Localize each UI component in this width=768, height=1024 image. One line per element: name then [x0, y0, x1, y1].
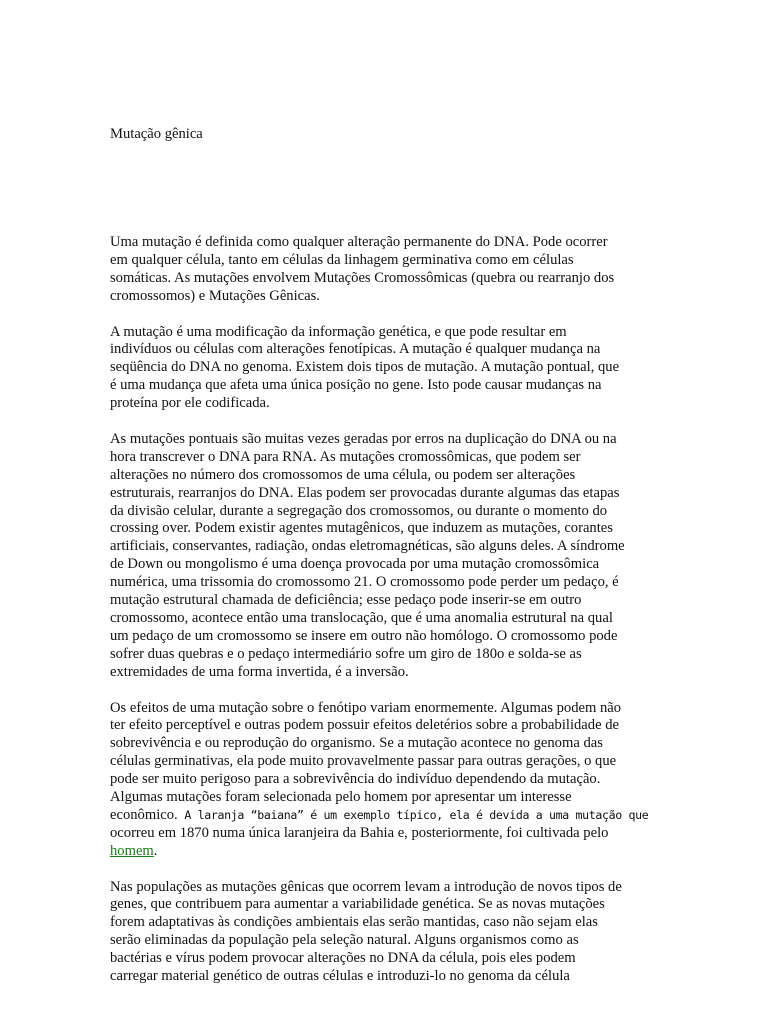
text-line: indivíduos ou células com alterações fenotípicas. A mutação é qualquer mudança na — [110, 341, 601, 358]
document-body — [110, 234, 655, 1004]
text-line: bactérias e vírus podem provocar alterações no DNA da célula, pois eles podem — [110, 950, 576, 967]
text-line: extremidades de uma forma invertida, é a inversão. — [110, 663, 409, 680]
text-line: alterações no número dos cromossomos de uma célula, ou podem ser alterações — [110, 466, 576, 483]
text-line: Nas populações as mutações gênicas que ocorrem levam a introdução de novos tipos de — [110, 878, 622, 895]
text-line: A mutação é uma modificação da informação genética, e que pode resultar em — [110, 323, 567, 340]
text-line: estruturais, rearranjos do DNA. Elas podem ser provocadas durante algumas das etapas — [110, 484, 620, 501]
paragraph-2 — [110, 324, 655, 414]
text-line: em qualquer célula, tanto em células da linhagem germinativa como em células — [110, 251, 574, 268]
text-line: é uma mudança que afeta uma única posição no gene. Isto pode causar mudanças na — [110, 377, 602, 394]
text-line: ocorreu em 1870 numa única laranjeira da Bahia e, posteriormente, foi cultivada pelo — [110, 824, 609, 841]
text-line: As mutações pontuais são muitas vezes geradas por erros na duplicação do DNA ou na — [110, 430, 617, 447]
text-line: proteína por ele codificada. — [110, 395, 270, 412]
text-line: Uma mutação é definida como qualquer alteração permanente do DNA. Pode ocorrer — [110, 234, 608, 250]
text-line: sobrevivência e ou reprodução do organismo. Se a mutação acontece no genoma das — [110, 735, 603, 752]
serif-segment: econômico. — [110, 806, 178, 823]
text-line: seqüência do DNA no genoma. Existem dois tipos de mutação. A mutação pontual, que — [110, 359, 620, 376]
paragraph-4 — [110, 700, 655, 861]
text-line: cromossomo, acontece então uma translocação, que é uma anomalia estrutural na qual — [110, 610, 613, 626]
text-line: células germinativas, ela pode muito provavelmente passar para outras gerações, o que — [110, 753, 617, 770]
mixed-font-line — [110, 807, 655, 825]
text-line: sofrer duas quebras e o pedaço intermediário sofre um giro de 180o e solda-se as — [110, 645, 582, 662]
text-line: da divisão celular, durante a segregação dos cromossomos, ou durante o momento do — [110, 502, 608, 519]
text-line: somáticas. As mutações envolvem Mutações Cromossômicas (quebra ou rearranjo dos — [110, 269, 615, 286]
paragraph-5 — [110, 879, 655, 986]
text-line: artificiais, conservantes, radiação, ondas eletromagnéticas, são alguns deles. A síndrome — [110, 538, 625, 555]
link-line — [110, 843, 655, 861]
text-line: pode ser muito perigoso para a sobrevivência do indivíduo dependendo da mutação. — [110, 771, 601, 788]
text-line: crossing over. Podem existir agentes mutagênicos, que induzem as mutações, corantes — [110, 520, 613, 537]
paragraph-1 — [110, 234, 655, 306]
document-title: Mutação gênica — [110, 126, 203, 142]
paragraph-3 — [110, 431, 655, 682]
text-line: carregar material genético de outras células e introduzi-lo no genoma da célula — [110, 968, 570, 985]
period: . — [153, 842, 158, 859]
text-line: genes, que contribuem para aumentar a variabilidade genética. Se as novas mutações — [110, 896, 605, 913]
alt-font-segment: A laranja “baiana” é um exemplo típico, ela é devida a uma mutação que — [177, 807, 649, 822]
text-line: serão eliminadas da população pela seleção natural. Alguns organismos como as — [110, 932, 579, 949]
text-line: Os efeitos de uma mutação sobre o fenótipo variam enormemente. Algumas podem não — [110, 699, 622, 716]
text-line: numérica, uma trissomia do cromossomo 21. O cromossomo pode perder um pedaço, é — [110, 574, 619, 591]
text-line: hora transcrever o DNA para RNA. As mutações cromossômicas, que podem ser — [110, 448, 581, 465]
text-line: de Down ou mongolismo é uma doença provocada por uma mutação cromossômica — [110, 556, 600, 573]
text-line: um pedaço de um cromossomo se insere em outro não homólogo. O cromossomo pode — [110, 627, 618, 644]
homem-link[interactable]: homem — [110, 842, 154, 859]
text-line: forem adaptativas às condições ambientais elas serão mantidas, caso não sejam elas — [110, 914, 598, 931]
text-line: cromossomos) e Mutações Gênicas. — [110, 287, 320, 304]
text-line: mutação estrutural chamada de deficiência; esse pedaço pode inserir-se em outro — [110, 592, 582, 609]
text-line: Algumas mutações foram selecionada pelo homem por apresentar um interesse — [110, 789, 572, 806]
text-line: ter efeito perceptível e outras podem possuir efeitos deletérios sobre a probabilidade de — [110, 717, 619, 734]
